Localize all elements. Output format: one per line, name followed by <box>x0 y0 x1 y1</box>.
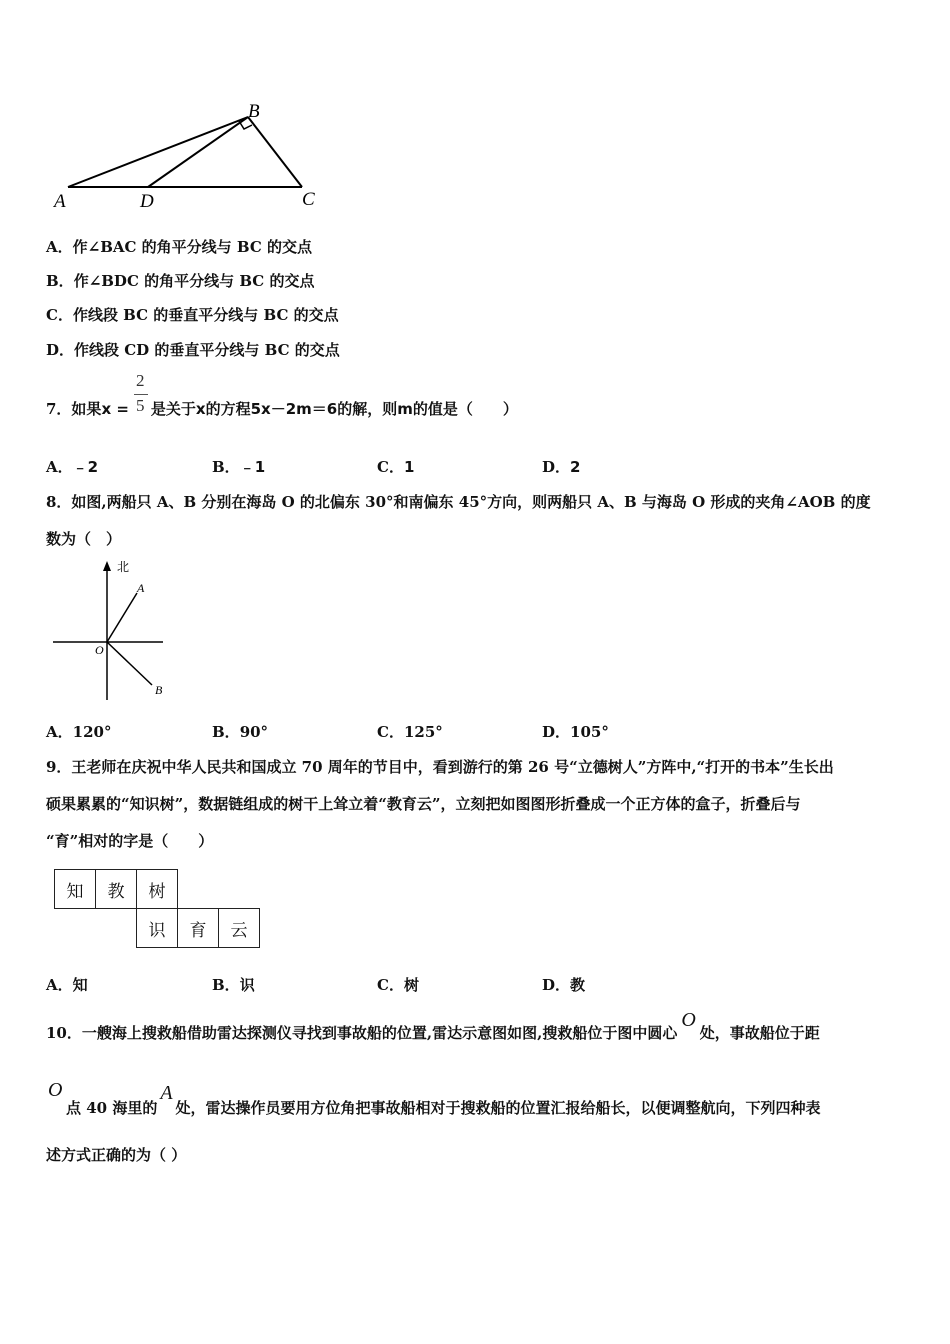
q6-option-c[interactable] <box>46 304 339 325</box>
q7-option-d[interactable] <box>542 456 580 477</box>
q8-option-d[interactable] <box>542 721 609 742</box>
q7-m: m <box>397 400 413 418</box>
option-letter: A． <box>46 723 73 741</box>
q10-line2a-text: 点 40 海里的 <box>66 1099 158 1117</box>
label-o: O <box>95 643 104 657</box>
option-text: 120° <box>72 723 112 741</box>
q8-stem-line2: 数为（ ） <box>46 530 122 548</box>
net-empty <box>55 909 96 948</box>
label-d: D <box>140 191 154 212</box>
q10-line2b-text: 处，雷达操作员要用方位角把事故船相对于搜救船的位置汇报给船长，以便调整航向，下列四种表 <box>175 1099 821 1117</box>
q7-stem <box>46 398 518 419</box>
q10-stem-line2 <box>66 1082 821 1119</box>
label-c: C <box>302 189 315 210</box>
option-text: 1 <box>403 458 415 476</box>
net-cell: 云 <box>219 909 260 948</box>
ray-oa <box>107 593 137 642</box>
q7-middle: 是关于 <box>150 400 196 418</box>
option-letter: B． <box>212 723 240 741</box>
triangle-abc-figure <box>40 95 340 220</box>
option-text: 教 <box>570 976 586 994</box>
net-cell: 知 <box>55 870 96 909</box>
option-text: ﹣2 <box>72 458 99 476</box>
option-letter: A． <box>46 976 73 994</box>
option-letter: D． <box>542 976 571 994</box>
north-arrow-icon <box>103 561 111 571</box>
q10-point-o-2: O <box>48 1079 63 1101</box>
label-a: A <box>54 191 66 212</box>
label-a: A <box>137 581 145 595</box>
q8-stem-line1: 8．如图,两船只 A、B 分别在海岛 O 的北偏东 30°和南偏东 45°方向，则两船只 A、B 与海岛 O 形成的夹角∠AOB 的度 <box>46 493 871 511</box>
q6-option-b[interactable] <box>46 270 314 291</box>
q6-option-d[interactable] <box>46 339 340 360</box>
segment-bd <box>148 117 248 187</box>
net-empty <box>219 870 260 909</box>
segment-bc <box>248 117 302 187</box>
q7-frac-denominator: 5 <box>136 396 145 415</box>
q9-option-b[interactable] <box>212 974 255 995</box>
q7-option-a[interactable] <box>46 456 98 477</box>
option-letter: D． <box>542 458 571 476</box>
option-letter: A． <box>46 458 73 476</box>
q8-option-c[interactable] <box>377 721 443 742</box>
option-letter: C． <box>377 458 404 476</box>
net-empty <box>178 870 219 909</box>
option-letter: C． <box>377 976 404 994</box>
option-text: 125° <box>403 723 443 741</box>
option-text: 作线段 BC 的垂直平分线与 BC 的交点 <box>72 306 339 324</box>
q7-equation: 5x－2m＝6 <box>250 400 338 418</box>
option-text: 2 <box>570 458 581 476</box>
net-cell: 育 <box>178 909 219 948</box>
option-text: 作线段 CD 的垂直平分线与 BC 的交点 <box>74 341 340 359</box>
q6-option-a[interactable] <box>46 236 312 257</box>
option-text: 105° <box>570 723 609 741</box>
q10-point-o: O <box>681 1009 696 1031</box>
option-text: 90° <box>239 723 269 741</box>
q7-frac-numerator: 2 <box>136 371 145 390</box>
q7-suffix2: 的值是（ ） <box>412 400 518 418</box>
option-text: ﹣1 <box>239 458 266 476</box>
q10-point-a: A <box>160 1082 173 1104</box>
q9-stem-line2: 硕果累累的“知识树”，数据链组成的树干上耸立着“教育云”，立刻把如图图形折叠成一个正方体的盒子，折叠后与 <box>46 795 801 813</box>
option-letter: C． <box>377 723 404 741</box>
q7-suffix: 的解，则 <box>337 400 398 418</box>
q10-line1b-text: 处，事故船位于距 <box>699 1024 820 1042</box>
q10-stem-line1 <box>46 1009 820 1044</box>
q9-stem-line1: 9．王老师在庆祝中华人民共和国成立 70 周年的节目中，看到游行的第 26 号“立德树人”方阵中,“打开的书本”生长出 <box>46 758 834 776</box>
net-cell: 教 <box>96 870 137 909</box>
q7-prefix: 7．如果 <box>46 400 102 418</box>
q9-option-a[interactable] <box>46 974 88 995</box>
cube-net <box>54 869 260 948</box>
label-b: B <box>248 101 260 122</box>
option-letter: D． <box>46 341 75 359</box>
q9-option-d[interactable] <box>542 974 585 995</box>
q7-option-c[interactable] <box>377 456 414 477</box>
option-text: 作∠BAC 的角平分线与 BC 的交点 <box>72 238 313 256</box>
q7-var: x <box>195 400 206 418</box>
option-letter: B． <box>212 976 240 994</box>
q8-option-b[interactable] <box>212 721 268 742</box>
net-empty <box>96 909 137 948</box>
segment-ab <box>68 117 248 187</box>
option-letter: C． <box>46 306 73 324</box>
q8-option-a[interactable] <box>46 721 111 742</box>
q9-stem-line3: “育”相对的字是（ ） <box>46 832 214 850</box>
option-letter: B． <box>46 272 74 290</box>
q7-x-eq: x = <box>101 400 129 418</box>
compass-figure <box>45 555 175 705</box>
option-letter: A． <box>46 238 73 256</box>
option-text: 知 <box>72 976 88 994</box>
q7-option-b[interactable] <box>212 456 265 477</box>
label-b: B <box>155 683 163 697</box>
net-cell: 树 <box>137 870 178 909</box>
q10-line1-text: 10．一艘海上搜救船借助雷达探测仪寻找到事故船的位置,雷达示意图如图,搜救船位于图中圆心 <box>46 1024 678 1042</box>
option-letter: B． <box>212 458 240 476</box>
q9-option-c[interactable] <box>377 974 419 995</box>
option-text: 识 <box>239 976 255 994</box>
net-cell: 识 <box>137 909 178 948</box>
option-text: 作∠BDC 的角平分线与 BC 的交点 <box>73 272 315 290</box>
q10-stem-line3: 述方式正确的为（ ） <box>46 1146 187 1164</box>
q7-middle2: 的方程 <box>205 400 251 418</box>
label-north: 北 <box>117 560 130 574</box>
option-letter: D． <box>542 723 571 741</box>
q7-frac-bar <box>134 394 148 395</box>
ray-ob <box>107 642 152 685</box>
option-text: 树 <box>403 976 419 994</box>
